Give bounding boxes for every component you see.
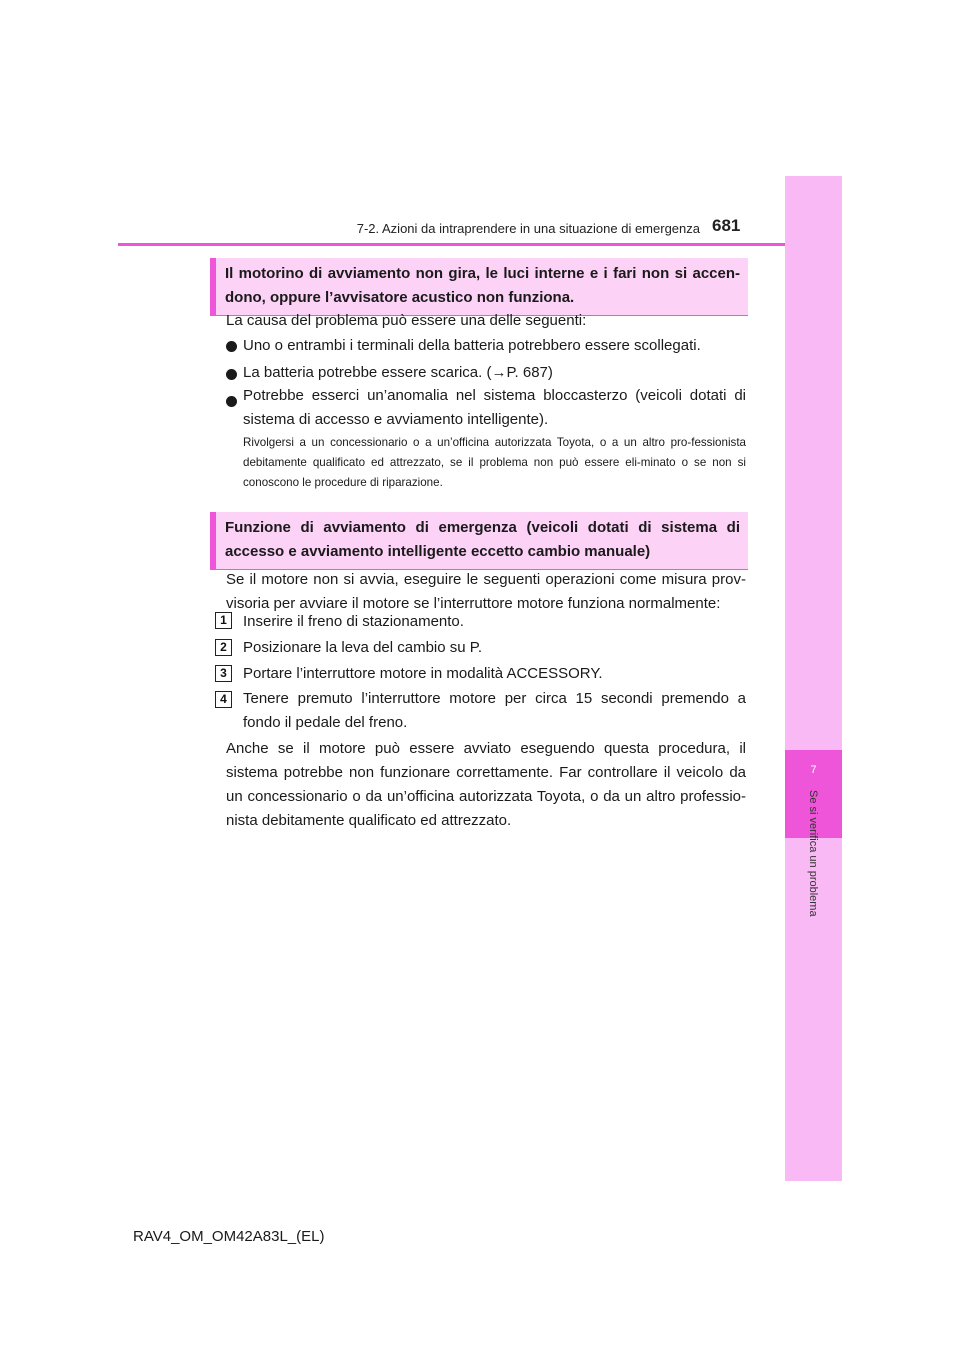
repair-note: Rivolgersi a un concessionario o a un’officina autorizzata Toyota, o a un altro pro-fessionista debitamente qualificato ed attrezzato, se il problema non può essere eli-minato o se non si conoscono le procedure di riparazione. (243, 436, 746, 489)
step-text: Portare l’interruttore motore in modalità ACCESSORY. (243, 665, 603, 682)
document-code: RAV4_OM_OM42A83L_(EL) (133, 1228, 325, 1245)
step-number-badge: 3 (215, 665, 232, 682)
bullet-item: La batteria potrebbe essere scarica. (→P. 687) (243, 364, 553, 381)
chapter-title: Se si verifica un problema (807, 790, 819, 917)
section2-intro: Se il motore non si avvia, eseguire le seguenti operazioni come misura prov-visoria per avviare il motore se l’interruttore motore funziona normalmente: (226, 571, 746, 612)
step-number-badge: 4 (215, 691, 232, 708)
running-head: 7-2. Azioni da intraprendere in una situazione di emergenza (356, 221, 700, 236)
bullet-icon (226, 369, 237, 380)
bullet-item: Uno o entrambi i terminali della batteria potrebbero essere scollegati. (243, 337, 701, 354)
step-number-badge: 2 (215, 639, 232, 656)
step-text: Inserire il freno di stazionamento. (243, 613, 464, 630)
step-number-badge: 1 (215, 612, 232, 629)
chapter-side-tab (785, 176, 842, 1181)
chapter-number: 7 (810, 764, 817, 776)
step-text: Tenere premuto l’interruttore motore per circa 15 secondi premendo a fondo il pedale del freno. (243, 690, 746, 731)
bullet-icon (226, 396, 237, 407)
section-heading-emergency-start: Funzione di avviamento di emergenza (veicoli dotati di sistema di accesso e avviamento intelligente eccetto cambio manuale) (210, 512, 748, 570)
page-number: 681 (712, 216, 741, 235)
section1-intro: La causa del problema può essere una delle seguenti: (226, 312, 587, 329)
header-rule (118, 243, 785, 246)
bullet-item: Potrebbe esserci un’anomalia nel sistema bloccasterzo (veicoli dotati di sistema di accesso e avviamento intelligente). (243, 387, 746, 428)
bullet-icon (226, 341, 237, 352)
section2-closing: Anche se il motore può essere avviato eseguendo questa procedura, il sistema potrebbe non funzionare correttamente. Far controllare il veicolo da un concessionario o da un’officina autorizzata Toyota, o da un altro professio-nista debitamente qualificato ed attrezzato. (226, 740, 746, 829)
section-heading-starter: Il motorino di avviamento non gira, le luci interne e i fari non si accen-dono, oppure l’avvisatore acustico non funziona. (210, 258, 748, 316)
step-text: Posizionare la leva del cambio su P. (243, 639, 483, 656)
